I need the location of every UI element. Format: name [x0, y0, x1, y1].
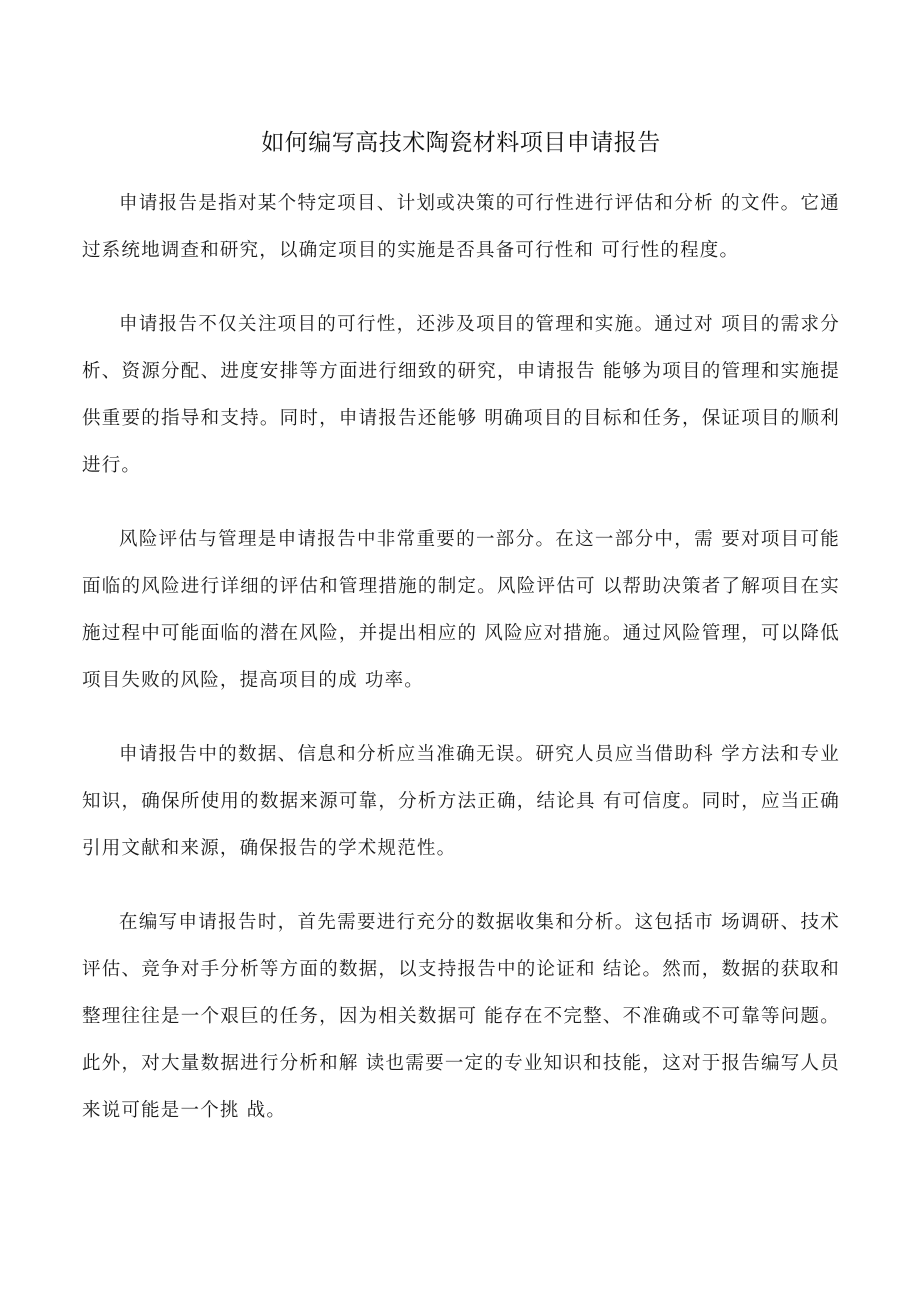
paragraph-1: 申请报告是指对某个特定项目、计划或决策的可行性进行评估和分析 的文件。它通过系统地调查和研究，以确定项目的实施是否具备可行性和 可行性的程度。 [82, 193, 840, 261]
paragraph-5: 在编写申请报告时，首先需要进行充分的数据收集和分析。这包括市 场调研、技术评估、竞争对手分析等方面的数据，以支持报告中的论证和 结论。然而，数据的获取和整理往往是一个艰巨的任务，因为相关数据可 能存在不完整、不准确或不可靠等问题。此外，对大量数据进行分析和解 读也需要一定的专业知识和技能，这对于报告编写人员来说可能是一个挑 战。 [82, 912, 840, 1121]
paragraph-2: 申请报告不仅关注项目的可行性，还涉及项目的管理和实施。通过对 项目的需求分析、资源分配、进度安排等方面进行细致的研究，申请报告 能够为项目的管理和实施提供重要的指导和支持。同时，申请报告还能够 明确项目的目标和任务，保证项目的顺利进行。 [82, 314, 840, 476]
document-title: 如何编写高技术陶瓷材料项目申请报告 [261, 130, 661, 156]
paragraph-3: 风险评估与管理是申请报告中非常重要的一部分。在这一部分中，需 要对项目可能面临的风险进行详细的评估和管理措施的制定。风险评估可 以帮助决策者了解项目在实施过程中可能面临的潜在风险，并提出相应的 风险应对措施。通过风险管理，可以降低项目失败的风险，提高项目的成 功率。 [82, 529, 840, 691]
paragraph-4: 申请报告中的数据、信息和分析应当准确无误。研究人员应当借助科 学方法和专业知识，确保所使用的数据来源可靠，分析方法正确，结论具 有可信度。同时，应当正确引用文献和来源，确保报告的学术规范性。 [82, 744, 840, 859]
